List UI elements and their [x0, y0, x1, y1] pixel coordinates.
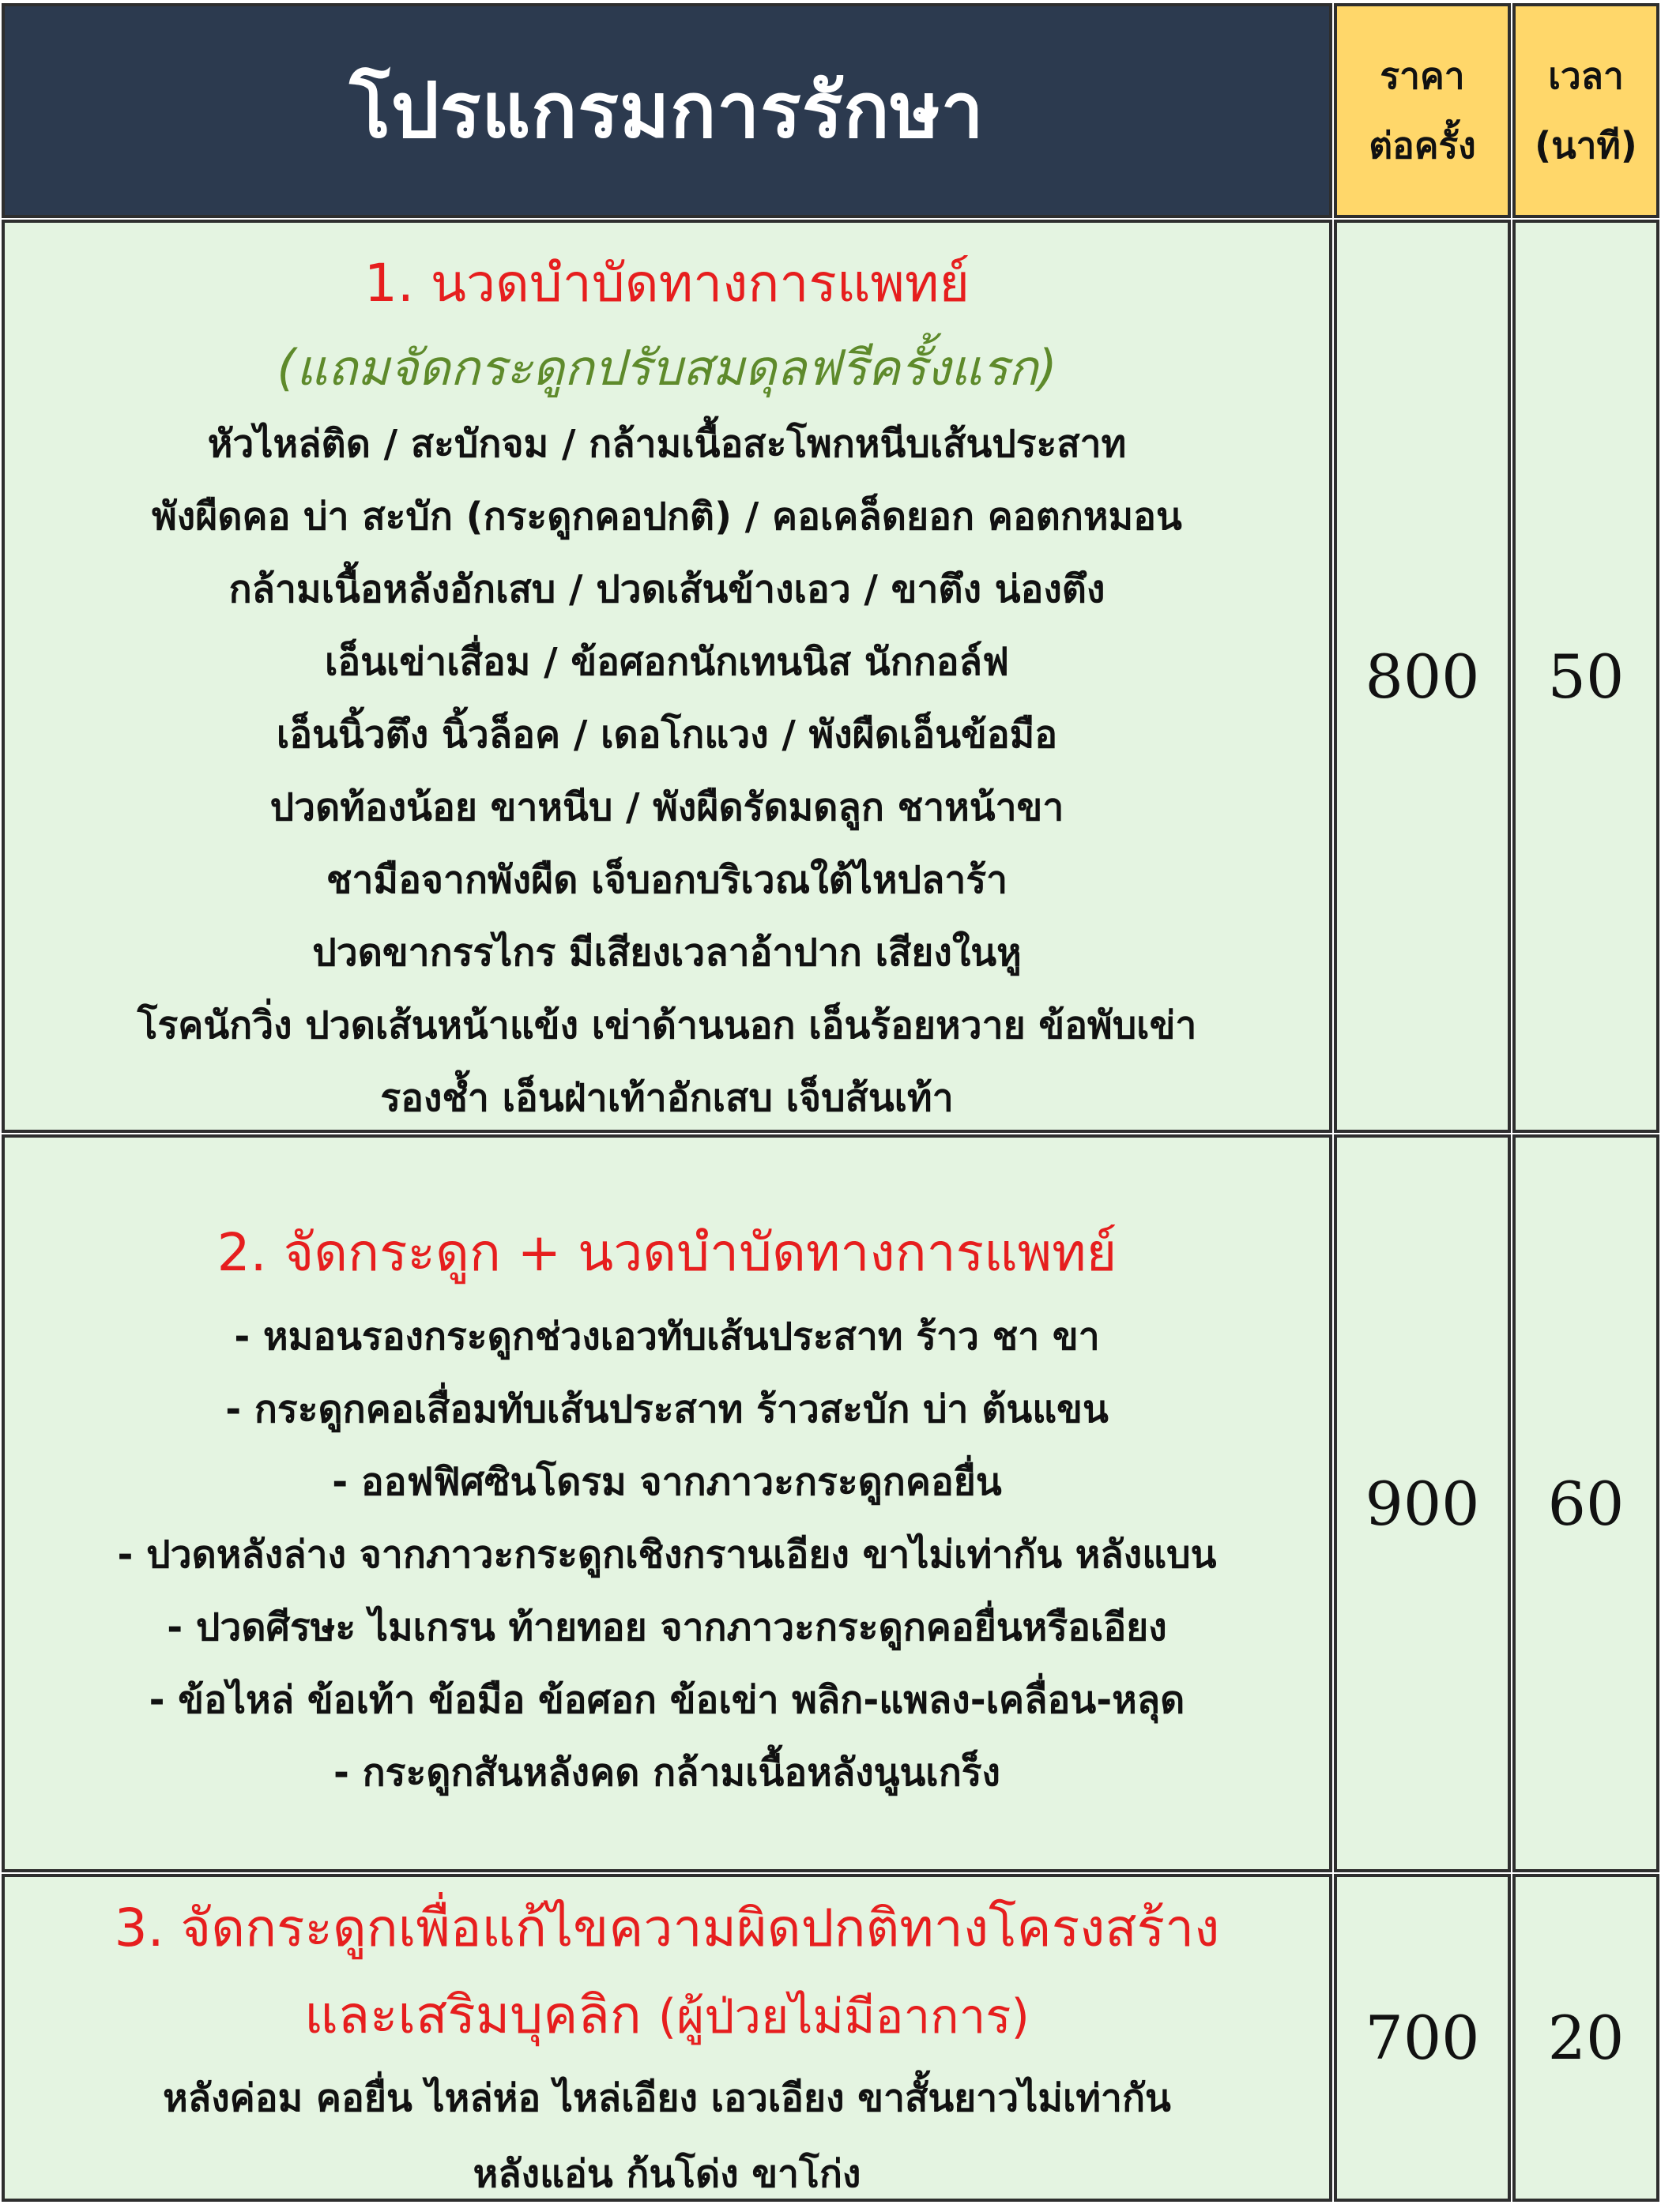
- program-1-line: ปวดท้องน้อย ขาหนีบ / พังผืดรัดมดลูก ชาหน้าขา: [269, 785, 1064, 830]
- program-3-time-cell: [1512, 1874, 1659, 2202]
- program-1-line: เอ็นเข่าเสื่อม / ข้อศอกนักเทนนิส นักกอล์ฟ: [324, 640, 1010, 684]
- program-1-minutes: 50: [1547, 641, 1625, 712]
- program-2-description: [2, 1134, 1332, 1872]
- program-1-description: [2, 220, 1332, 1133]
- time-header-line2: (นาที): [1535, 124, 1637, 167]
- program-1-line: กล้ามเนื้อหลังอักเสบ / ปวดเส้นข้างเอว / ขาตึง น่องตึง: [228, 567, 1105, 611]
- program-1-line: ปวดขากรรไกร มีเสียงเวลาอ้าปาก เสียงในหู: [312, 931, 1022, 975]
- price-header-line1: ราคา: [1380, 55, 1465, 97]
- time-header-line1: เวลา: [1548, 55, 1624, 97]
- program-1-title: 1. นวดบำบัดทางการแพทย์: [363, 253, 970, 314]
- program-1-line: หัวไหล่ติด / สะบักจม / กล้ามเนื้อสะโพกหนีบเส้นประสาท: [207, 422, 1127, 466]
- program-3-title-line2: [304, 1972, 1030, 2060]
- program-2-price: 900: [1365, 1468, 1480, 1539]
- program-3-description: [2, 1874, 1332, 2202]
- program-3-title-line1: 3. จัดกระดูกเพื่อแก้ไขความผิดปกติทางโครงสร้าง: [114, 1898, 1220, 1958]
- program-2-time-cell: [1512, 1134, 1659, 1872]
- price-header-line2: ต่อครั้ง: [1369, 124, 1476, 167]
- program-2-price-cell: [1334, 1134, 1511, 1872]
- program-1-time-cell: [1512, 220, 1659, 1133]
- program-2-line: - หมอนรองกระดูกช่วงเอวทับเส้นประสาท ร้าว ชา ขา: [234, 1315, 1100, 1359]
- program-3-line: หลังแอ่น ก้นโด่ง ขาโก่ง: [473, 2152, 861, 2196]
- program-2-line: - กระดูกคอเสื่อมทับเส้นประสาท ร้าวสะบัก บ่า ต้นแขน: [225, 1387, 1109, 1431]
- program-2-line: - ปวดหลังล่าง จากภาวะกระดูกเชิงกรานเอียง ขาไม่เท่ากัน หลังแบน: [117, 1533, 1217, 1577]
- program-2-title: 2. จัดกระดูก + นวดบำบัดทางการแพทย์: [217, 1222, 1117, 1283]
- program-2-line: - กระดูกสันหลังคด กล้ามเนื้อหลังนูนเกร็ง: [333, 1751, 1000, 1795]
- program-1-line: เอ็นนิ้วตึง นิ้วล็อค / เดอโกแวง / พังผืดเอ็นข้อมือ: [276, 713, 1058, 757]
- program-2-line: - ปวดศีรษะ ไมเกรน ท้ายทอย จากภาวะกระดูกคอยื่นหรือเอียง: [167, 1605, 1167, 1650]
- program-3-price-cell: [1334, 1874, 1511, 2202]
- program-1-price-cell: [1334, 220, 1511, 1133]
- program-2-line: - ออฟฟิศซินโดรม จากภาวะกระดูกคอยื่น: [332, 1460, 1002, 1504]
- program-2-minutes: 60: [1547, 1468, 1625, 1539]
- program-3-price: 700: [1365, 2003, 1480, 2073]
- program-1-line: โรคนักวิ่ง ปวดเส้นหน้าแข้ง เข่าด้านนอก เอ็นร้อยหวาย ข้อพับเข่า: [137, 1003, 1197, 1048]
- program-2-line: - ข้อไหล่ ข้อเท้า ข้อมือ ข้อศอก ข้อเข่า พลิก-แพลง-เคลื่อน-หลุด: [149, 1678, 1185, 1722]
- program-1-line: พังผืดคอ บ่า สะบัก (กระดูกคอปกติ) / คอเคล็ดยอก คอตกหมอน: [152, 495, 1182, 539]
- program-1-subtitle: (แถมจัดกระดูกปรับสมดุลฟรีครั้งแรก): [277, 339, 1057, 397]
- program-3-minutes: 20: [1547, 2003, 1625, 2073]
- program-1-line: รองช้ำ เอ็นฝ่าเท้าอักเสบ เจ็บส้นเท้า: [380, 1076, 954, 1120]
- program-3-line: หลังค่อม คอยื่น ไหล่ห่อ ไหล่เอียง เอวเอียง ขาสั้นยาวไม่เท่ากัน: [163, 2076, 1171, 2120]
- price-column-header: [1334, 3, 1511, 218]
- table-title: โปรแกรมการรักษา: [349, 66, 985, 155]
- table-title-cell: [2, 3, 1332, 218]
- time-column-header: [1512, 3, 1659, 218]
- program-3-title-main: และเสริมบุคลิก: [304, 1984, 642, 2045]
- program-1-price: 800: [1365, 641, 1480, 712]
- program-1-line: ชามือจากพังผืด เจ็บอกบริเวณใต้ไหปลาร้า: [326, 858, 1008, 902]
- program-3-title-note: (ผู้ป่วยไม่มีอาการ): [657, 1989, 1030, 2045]
